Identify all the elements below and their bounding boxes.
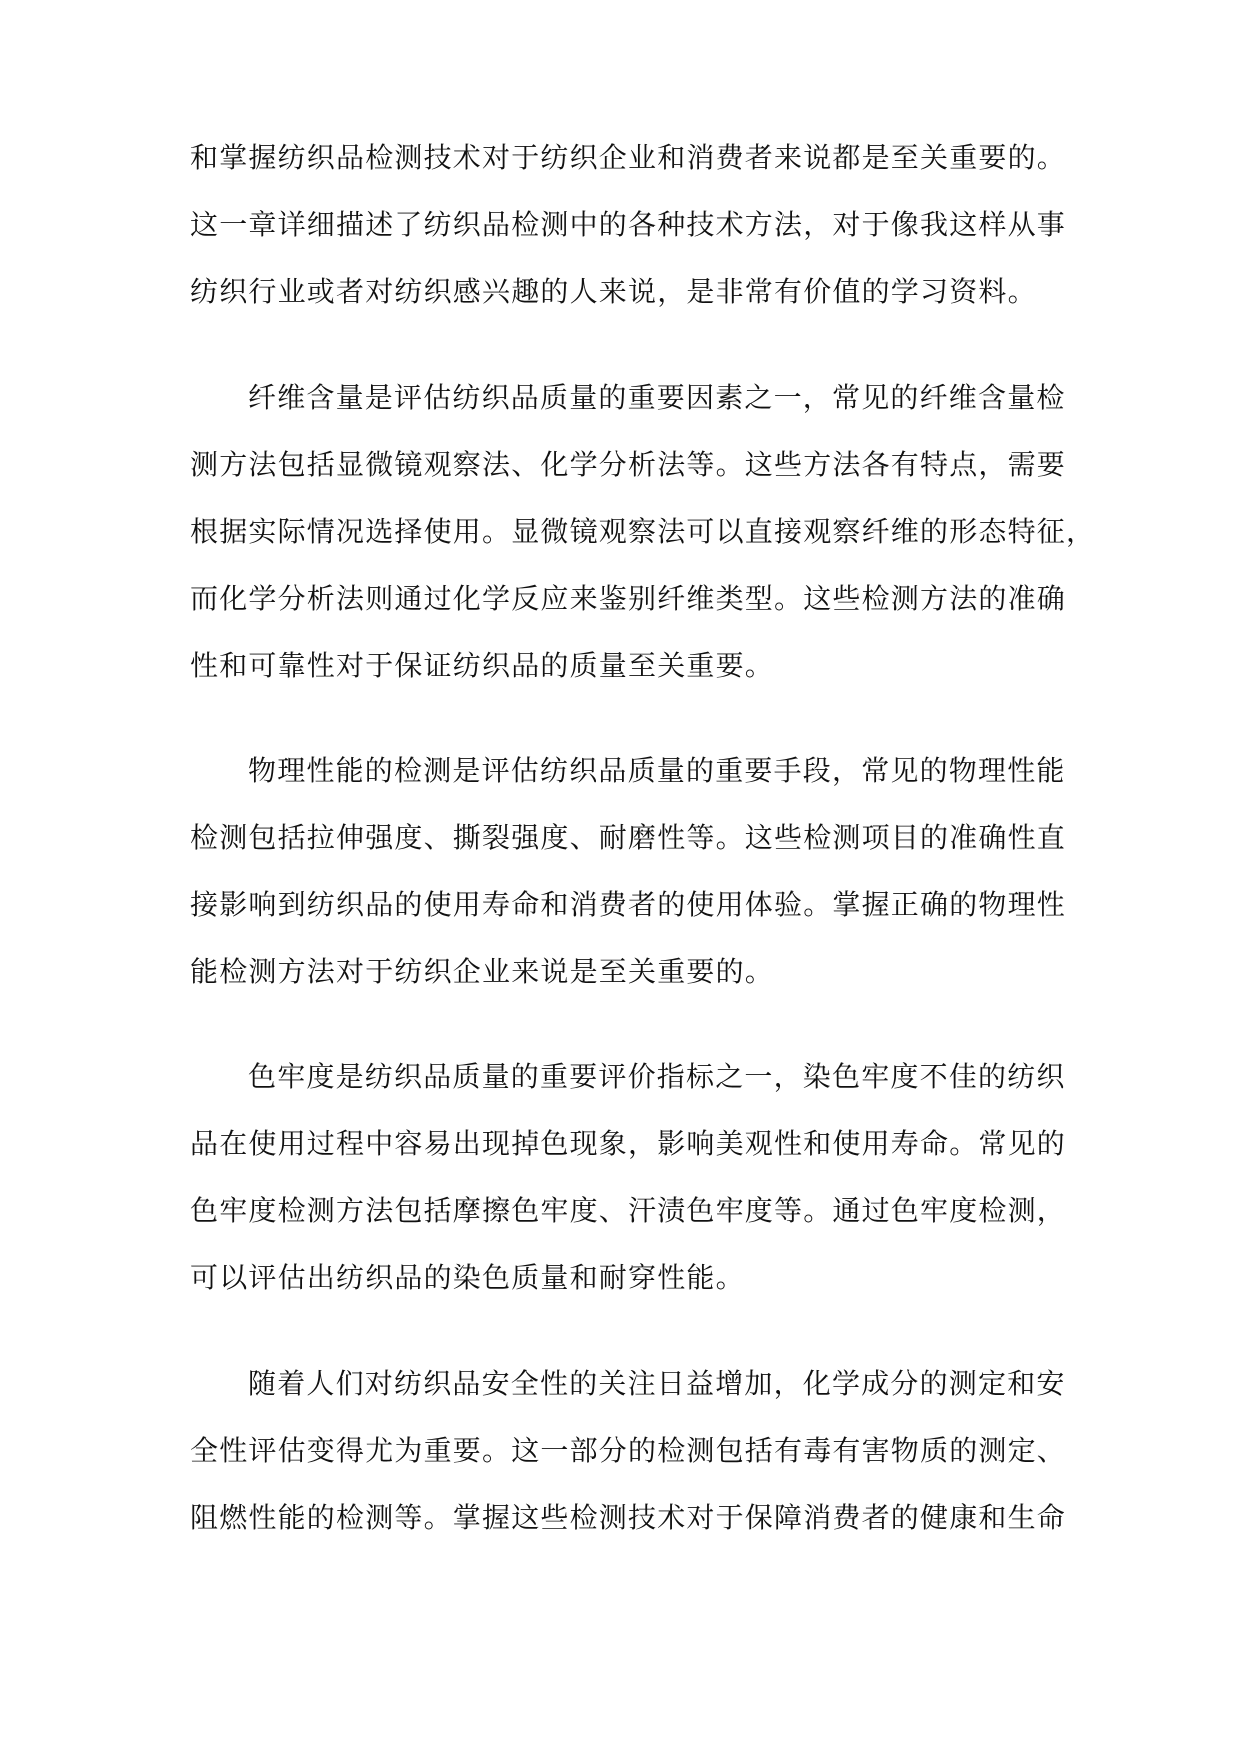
text-line: 随着人们对纺织品安全性的关注日益增加，化学成分的测定和安: [248, 1367, 1066, 1400]
text-line: 纺织行业或者对纺织感兴趣的人来说，是非常有价值的学习资料。: [190, 275, 1037, 308]
text-line: 能检测方法对于纺织企业来说是至关重要的。: [190, 955, 775, 988]
text-line: 和掌握纺织品检测技术对于纺织企业和消费者来说都是至关重要的。: [190, 141, 1067, 174]
text-line: 色牢度是纺织品质量的重要评价指标之一，染色牢度不佳的纺织: [248, 1060, 1066, 1093]
text-line: 纤维含量是评估纺织品质量的重要因素之一，常见的纤维含量检: [248, 381, 1066, 414]
text-line: 根据实际情况选择使用。显微镜观察法可以直接观察纤维的形态特征，: [190, 515, 1096, 548]
text-line: 色牢度检测方法包括摩擦色牢度、汗渍色牢度等。通过色牢度检测，: [190, 1194, 1067, 1227]
text-line: 测方法包括显微镜观察法、化学分析法等。这些方法各有特点，需要: [190, 448, 1067, 481]
text-line: 而化学分析法则通过化学反应来鉴别纤维类型。这些检测方法的准确: [190, 582, 1067, 615]
text-line: 物理性能的检测是评估纺织品质量的重要手段，常见的物理性能: [248, 754, 1066, 787]
text-line: 品在使用过程中容易出现掉色现象，影响美观性和使用寿命。常见的: [190, 1127, 1067, 1160]
text-line: 接影响到纺织品的使用寿命和消费者的使用体验。掌握正确的物理性: [190, 888, 1067, 921]
text-line: 全性评估变得尤为重要。这一部分的检测包括有毒有害物质的测定、: [190, 1434, 1067, 1467]
text-line: 性和可靠性对于保证纺织品的质量至关重要。: [190, 649, 775, 682]
text-line: 可以评估出纺织品的染色质量和耐穿性能。: [190, 1261, 745, 1294]
text-line: 检测包括拉伸强度、撕裂强度、耐磨性等。这些检测项目的准确性直: [190, 821, 1067, 854]
text-line: 这一章详细描述了纺织品检测中的各种技术方法，对于像我这样从事: [190, 208, 1067, 241]
text-line: 阻燃性能的检测等。掌握这些检测技术对于保障消费者的健康和生命: [190, 1501, 1067, 1534]
